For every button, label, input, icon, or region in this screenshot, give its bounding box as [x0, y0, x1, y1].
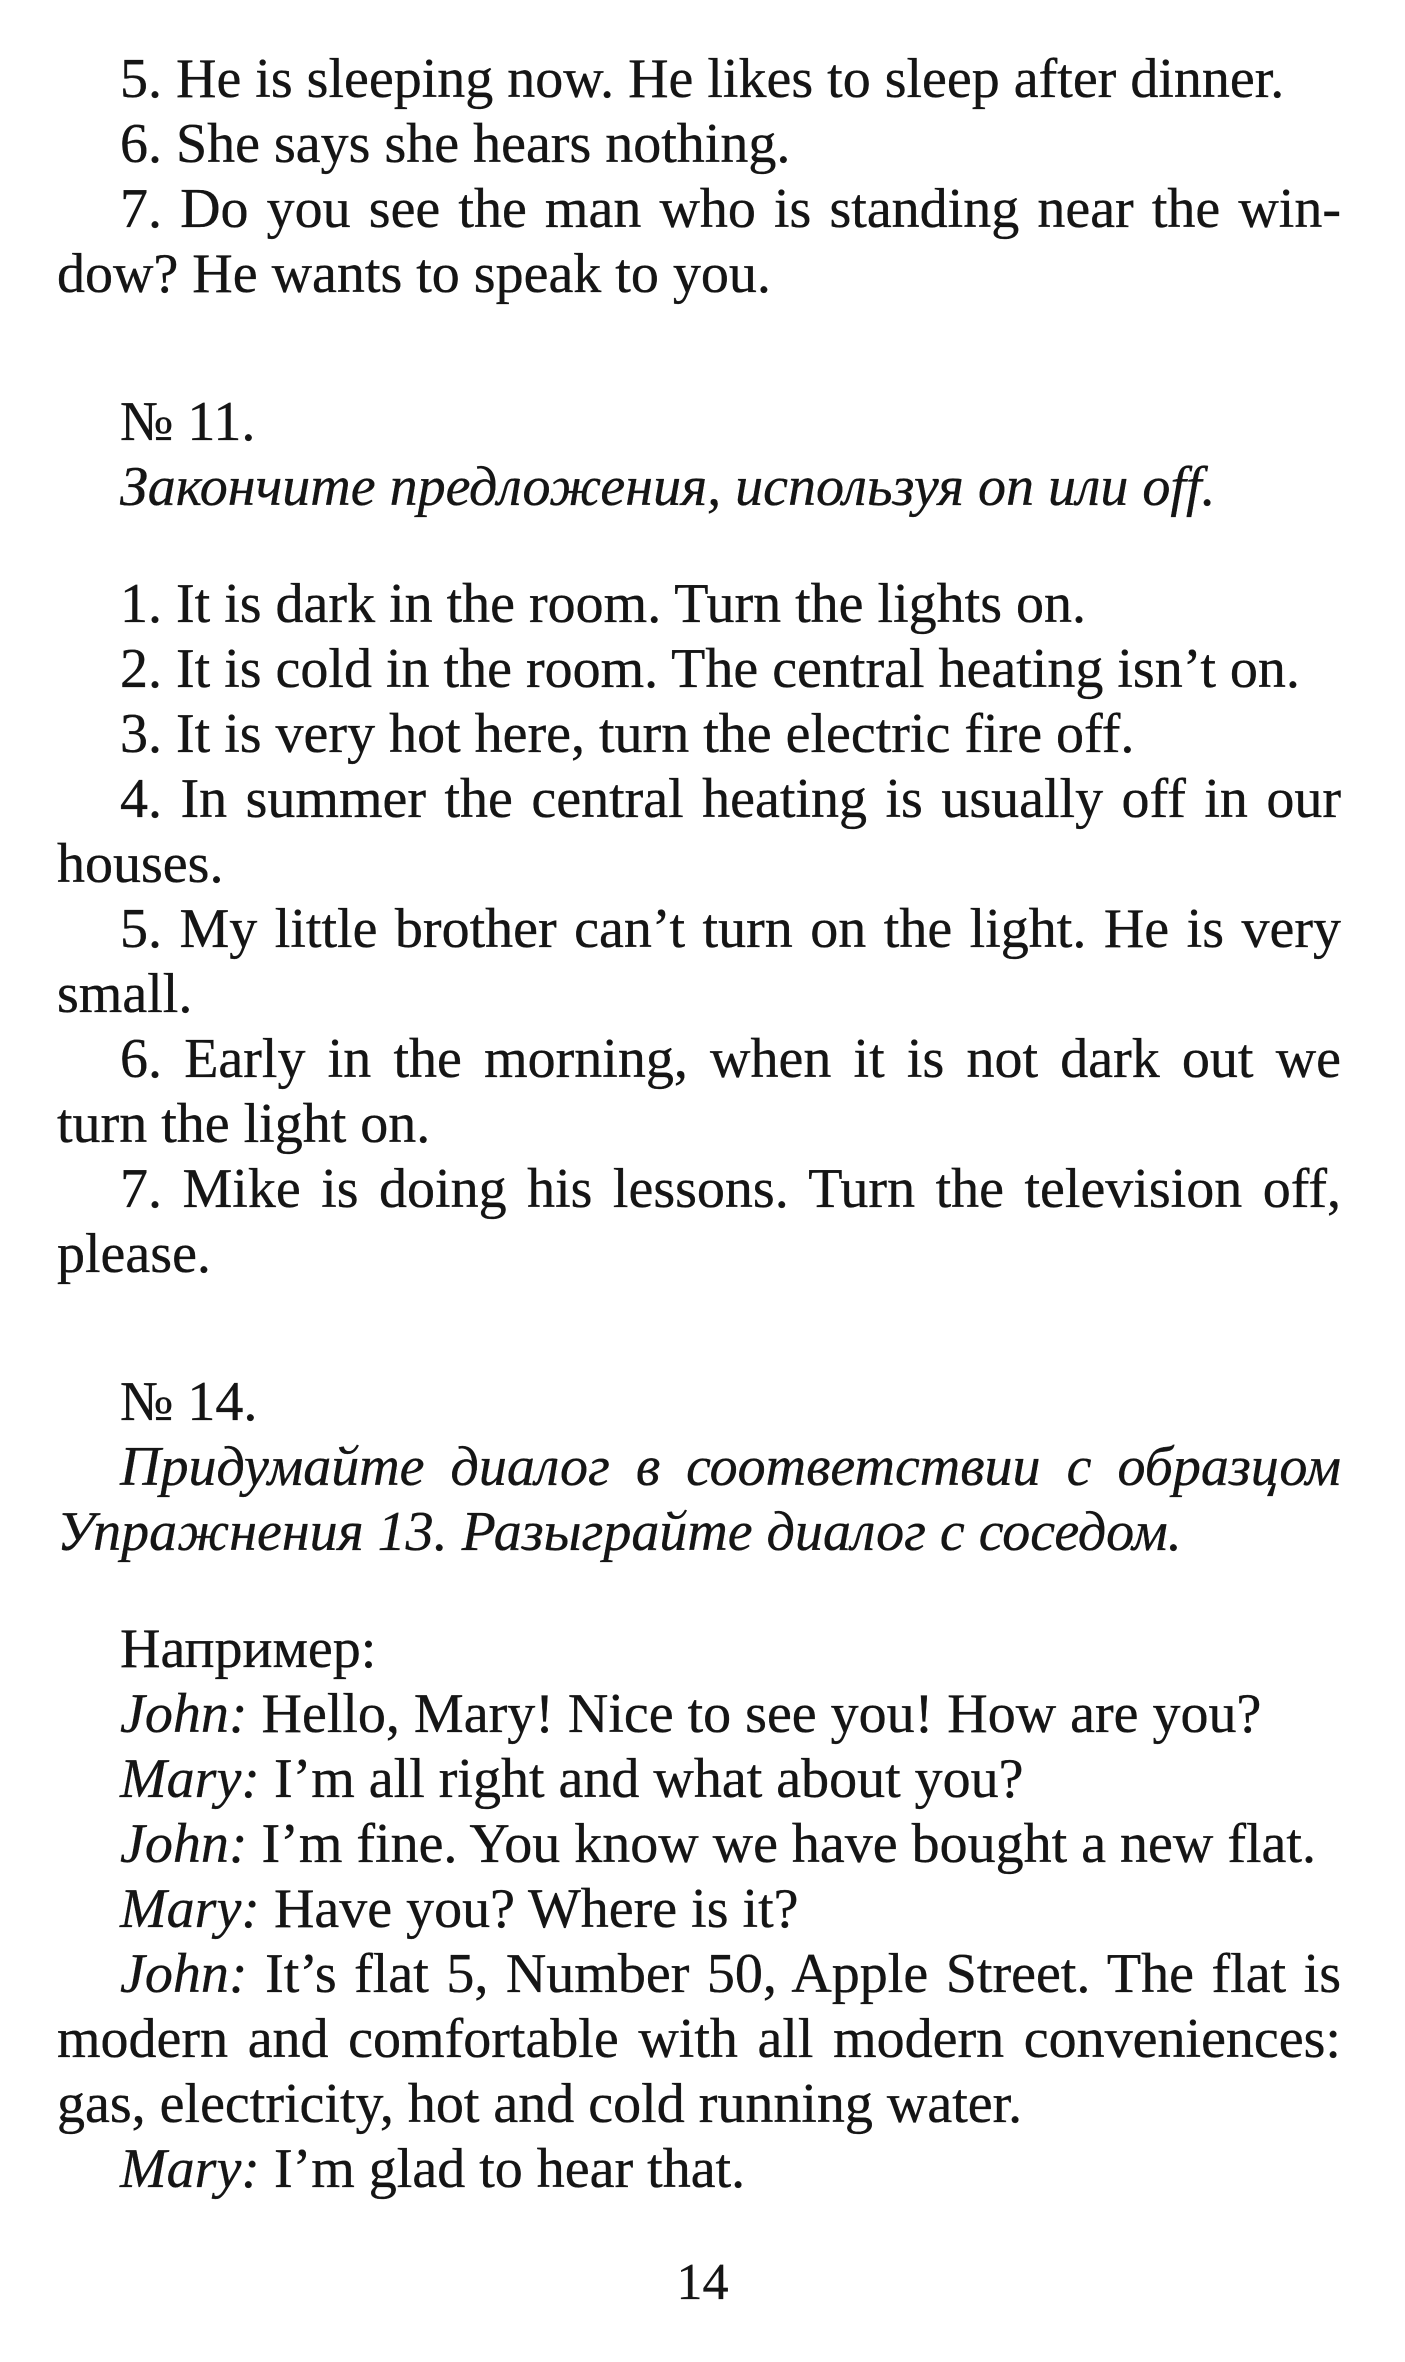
dialogue-turn-5-line-1	[57, 1942, 1341, 2007]
exercise-11-item-7-line-2: please.	[57, 1223, 211, 1285]
exercise-14-number: № 14.	[120, 1371, 258, 1433]
speaker-line: Have you? Where is it?	[273, 1878, 799, 1940]
speaker-line: I’m glad to hear that.	[273, 2138, 746, 2200]
exercise-14-instruction-line-2: Упражнения 13. Разыграйте диалог с соседом.	[57, 1501, 1182, 1563]
exercise-11-number: № 11.	[120, 391, 256, 453]
dialogue-turn-5-line-3: gas, electricity, hot and cold running water.	[57, 2073, 1023, 2135]
exercise-10-item-6: 6. She says she hears nothing.	[120, 113, 791, 175]
exercise-11-answers	[57, 572, 1341, 1287]
speaker-name: John:	[120, 1683, 248, 1745]
exercise-10-item-7-line-1: 7. Do you see the man who is standing near the win-	[120, 178, 1341, 240]
exercise-11-item-7-line-1: 7. Mike is doing his lessons. Turn the television off,	[120, 1158, 1341, 1220]
exercise-11	[57, 390, 1341, 1287]
example-label: Например:	[120, 1618, 377, 1680]
dialogue-turn-5-line-2: modern and comfortable with all modern conveniences:	[57, 2008, 1341, 2070]
dialogue-turn-4	[57, 1877, 1341, 1942]
dialogue-turn-6	[57, 2137, 1341, 2202]
exercise-11-item-1: 1. It is dark in the room. Turn the lights on.	[120, 573, 1086, 635]
exercise-10-item-7-line-2: dow? He wants to speak to you.	[57, 243, 771, 305]
speaker-line: I’m all right and what about you?	[273, 1748, 1024, 1810]
speaker-line: I’m fine. You know we have bought a new flat.	[261, 1813, 1316, 1875]
speaker-name: Mary:	[120, 2138, 260, 2200]
exercise-11-item-6-line-1: 6. Early in the morning, when it is not dark out we	[120, 1028, 1341, 1090]
speaker-name: Mary:	[120, 1878, 260, 1940]
exercise-11-item-5-line-2: small.	[57, 963, 193, 1025]
dialogue-turn-3	[57, 1812, 1341, 1877]
speaker-name: John:	[120, 1813, 248, 1875]
example-dialogue	[57, 1617, 1341, 2202]
exercise-11-item-4-line-1: 4. In summer the central heating is usually off in our	[120, 768, 1341, 830]
speaker-name: John:	[120, 1943, 248, 2005]
speaker-line: It’s flat 5, Number 50, Apple Street. The flat is	[265, 1943, 1342, 2005]
exercise-11-item-5-line-1: 5. My little brother can’t turn on the light. He is very	[120, 898, 1341, 960]
page-number: 14	[676, 2254, 729, 2311]
speaker-name: Mary:	[120, 1748, 260, 1810]
dialogue-turn-1	[57, 1682, 1341, 1747]
exercise-10-item-5: 5. He is sleeping now. He likes to sleep after dinner.	[120, 48, 1285, 110]
exercise-10-continuation	[57, 47, 1341, 307]
dialogue-turn-2	[57, 1747, 1341, 1812]
exercise-14	[57, 1370, 1341, 2202]
exercise-14-instruction-line-1: Придумайте диалог в соответствии с образцом	[120, 1436, 1341, 1498]
exercise-11-item-2: 2. It is cold in the room. The central heating isn’t on.	[120, 638, 1300, 700]
exercise-11-item-4-line-2: houses.	[57, 833, 224, 895]
speaker-line: Hello, Mary! Nice to see you! How are you?	[261, 1683, 1262, 1745]
exercise-11-item-3: 3. It is very hot here, turn the electric fire off.	[120, 703, 1135, 765]
exercise-11-instruction: Закончите предложения, используя on или off.	[120, 456, 1216, 518]
exercise-11-item-6-line-2: turn the light on.	[57, 1093, 431, 1155]
